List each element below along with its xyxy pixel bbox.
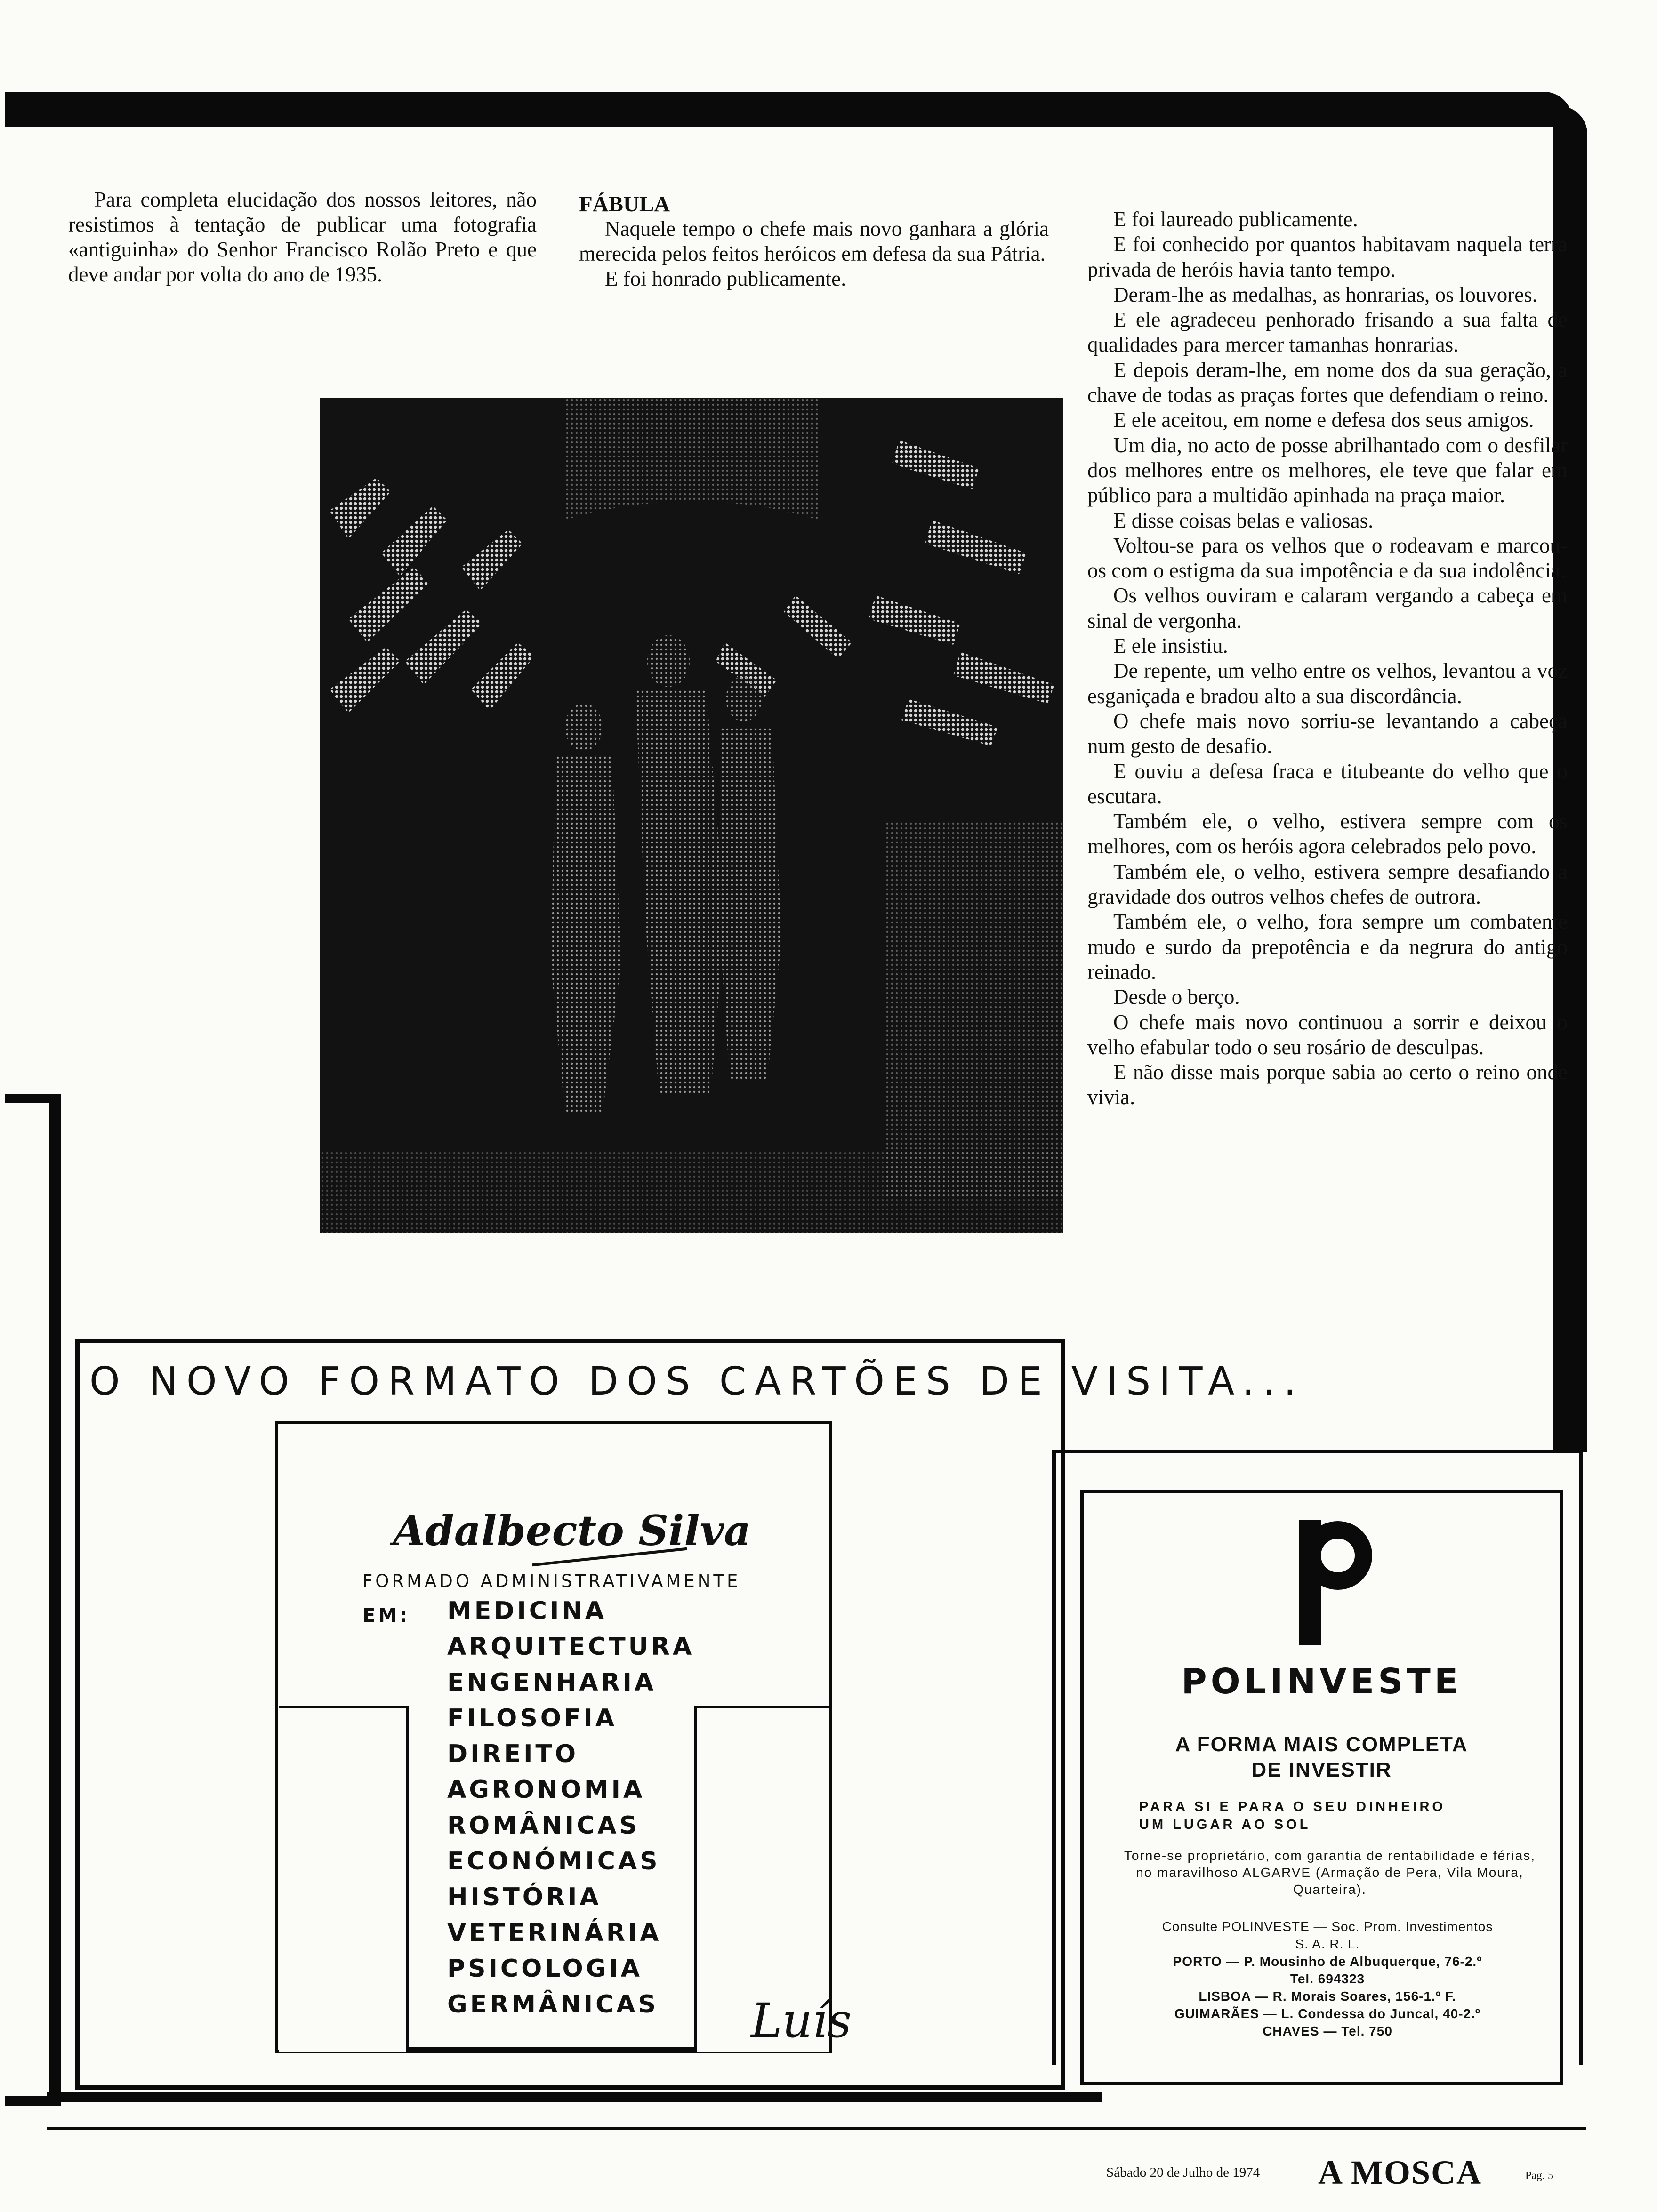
ad-body: Torne-se proprietário, com garantia de rentabilidade e férias, no maravilhoso ALGARVE (Armação de Pera, Vila Moura, Quarteira). <box>1124 1848 1536 1897</box>
fable-paragraph: Também ele, o velho, estivera sempre desafiando a gravidade dos outros velhos chefes de outrora. <box>1087 859 1568 909</box>
course-item: ARQUITECTURA <box>447 1633 695 1661</box>
footer-rule <box>47 2127 1586 2130</box>
fable-paragraph: De repente, um velho entre os velhos, levantou a voz esganiçada e bradou alto a sua discordância. <box>1087 659 1568 708</box>
card-edge <box>406 2047 697 2050</box>
ad-brand: POLINVESTE <box>1181 1661 1462 1702</box>
fable-paragraph: Também ele, o velho, fora sempre um combatente mudo e surdo da prepotência e da negrura do antigo reinado. <box>1087 910 1568 984</box>
course-item: DIREITO <box>447 1740 579 1768</box>
ad-address-guimaraes: GUIMARÃES — L. Condessa do Juncal, 40-2.º <box>1174 2006 1481 2021</box>
course-item: ENGENHARIA <box>447 1668 657 1697</box>
fable-paragraph: E ele aceitou, em nome e defesa dos seus amigos. <box>1113 408 1534 432</box>
course-item: PSICOLOGIA <box>447 1955 643 1983</box>
fable-paragraph: Desde o berço. <box>1113 985 1240 1009</box>
fable-paragraph: E foi laureado publicamente. <box>1113 208 1358 231</box>
ad-sub-line: UM LUGAR AO SOL <box>1139 1817 1311 1832</box>
ad-phone-chaves: CHAVES — Tel. 750 <box>1263 2024 1392 2038</box>
fable-paragraph: Um dia, no acto de posse abrilhantado com o desfilar dos melhores entre os melhores, ele teve que falar em público para a multidão apinhada na praça maior. <box>1087 433 1568 507</box>
course-item: ECONÓMICAS <box>447 1847 660 1875</box>
ad-address-lisboa: LISBOA — R. Morais Soares, 156-1.º F. <box>1199 1989 1456 2004</box>
course-item: GERMÂNICAS <box>447 1990 659 2019</box>
course-item: FILOSOFIA <box>447 1704 618 1732</box>
ad-contacts <box>1099 1918 1556 2040</box>
cartoon-headline: O NOVO FORMATO DOS CARTÕES DE VISITA... <box>89 1359 1304 1404</box>
fable-paragraph: Deram-lhe as medalhas, as honrarias, os louvores. <box>1113 282 1537 306</box>
card-edge <box>279 1706 409 1708</box>
fable-paragraph: Também ele, o velho, estivera sempre com os melhores, com os heróis agora celebrados pelo povo. <box>1087 809 1568 858</box>
card-em-label: EM: <box>362 1605 410 1627</box>
fable-right-column <box>1087 207 1568 1110</box>
page-number: Pag. 5 <box>1525 2170 1553 2182</box>
ad-phone-porto: Tel. 694323 <box>1290 1972 1365 1986</box>
fable-paragraph: Os velhos ouviram e calaram vergando a cabeça em sinal de vergonha. <box>1087 584 1568 633</box>
fable-middle-column <box>579 192 1049 291</box>
intro-column <box>68 187 537 287</box>
course-item: ROMÂNICAS <box>447 1811 640 1840</box>
fable-paragraph: E não disse mais porque sabia ao certo o reino onde vivia. <box>1087 1060 1568 1109</box>
course-item: VETERINÁRIA <box>447 1919 662 1947</box>
card-edge <box>694 1706 829 1708</box>
intro-paragraph: Para completa elucidação dos nossos leitores, não resistimos à tentação de publicar uma fotografia «antiguinha» do Senhor Francisco Rolão Preto e que deve andar por volta do ano de 1935. <box>68 188 537 286</box>
course-item: HISTÓRIA <box>447 1883 602 1911</box>
fable-paragraph: Naquele tempo o chefe mais novo ganhara a glória merecida pelos feitos heróicos em defesa da sua Pátria. <box>579 217 1049 265</box>
polinveste-p-logo-icon <box>1299 1520 1372 1645</box>
photo-graphic <box>320 398 1063 1233</box>
fable-paragraph: E foi conhecido por quantos habitavam naquela terra privada de heróis havia tanto tempo. <box>1087 232 1568 281</box>
card-course-list <box>447 1593 694 2022</box>
card-cutout-left <box>279 1708 406 2052</box>
historical-photo <box>320 398 1063 1233</box>
bottom-border-bar <box>47 2092 1102 2102</box>
fable-paragraph: E disse coisas belas e valiosas. <box>1113 508 1374 532</box>
fable-paragraph: Voltou-se para os velhos que o rodeavam e marcou-os com o estigma da sua impotência e da sua indolência. <box>1087 533 1568 583</box>
fable-paragraph: E foi honrado publicamente. <box>605 267 846 290</box>
ad-slogan-line: A FORMA MAIS COMPLETA <box>1175 1733 1468 1756</box>
card-edge <box>406 1706 409 2050</box>
course-item: MEDICINA <box>447 1597 607 1625</box>
course-item: AGRONOMIA <box>447 1776 645 1804</box>
left-border-frame <box>5 1094 61 2106</box>
fable-paragraph: O chefe mais novo sorriu-se levantando a cabeça num gesto de desafio. <box>1087 709 1568 758</box>
top-border-bar <box>5 92 1572 127</box>
card-name-signature: Adalbecto Silva <box>393 1506 751 1555</box>
ad-slogan <box>1080 1732 1563 1783</box>
artist-signature: Luís <box>751 1993 852 2048</box>
fable-paragraph: E ele agradeceu penhorado frisando a sua falta de qualidades para mercer tamanhas honrarias. <box>1087 308 1568 357</box>
newspaper-masthead: A MOSCA <box>1318 2154 1482 2191</box>
card-degree-line: FORMADO ADMINISTRATIVAMENTE <box>362 1571 741 1591</box>
ad-subheading <box>1139 1798 1478 1834</box>
ad-slogan-line: DE INVESTIR <box>1251 1758 1392 1781</box>
fable-paragraph: E depois deram-lhe, em nome dos da sua geração, a chave de todas as praças fortes que defendiam o reino. <box>1087 358 1568 407</box>
fable-title: FÁBULA <box>579 192 670 216</box>
issue-date: Sábado 20 de Julho de 1974 <box>1106 2165 1260 2180</box>
fable-paragraph: E ele insistiu. <box>1113 634 1228 658</box>
ad-consult-line: Consulte POLINVESTE — Soc. Prom. Investimentos <box>1162 1919 1493 1934</box>
ad-address-porto: PORTO — P. Mousinho de Albuquerque, 76-2.º <box>1173 1954 1482 1969</box>
fable-paragraph: E ouviu a defesa fraca e titubeante do velho que o escutara. <box>1087 759 1568 808</box>
fable-paragraph: O chefe mais novo continuou a sorrir e deixou o velho efabular todo o seu rosário de desculpas. <box>1087 1010 1568 1059</box>
ad-consult-line: S. A. R. L. <box>1295 1937 1360 1951</box>
ad-sub-line: PARA SI E PARA O SEU DINHEIRO <box>1139 1799 1446 1814</box>
